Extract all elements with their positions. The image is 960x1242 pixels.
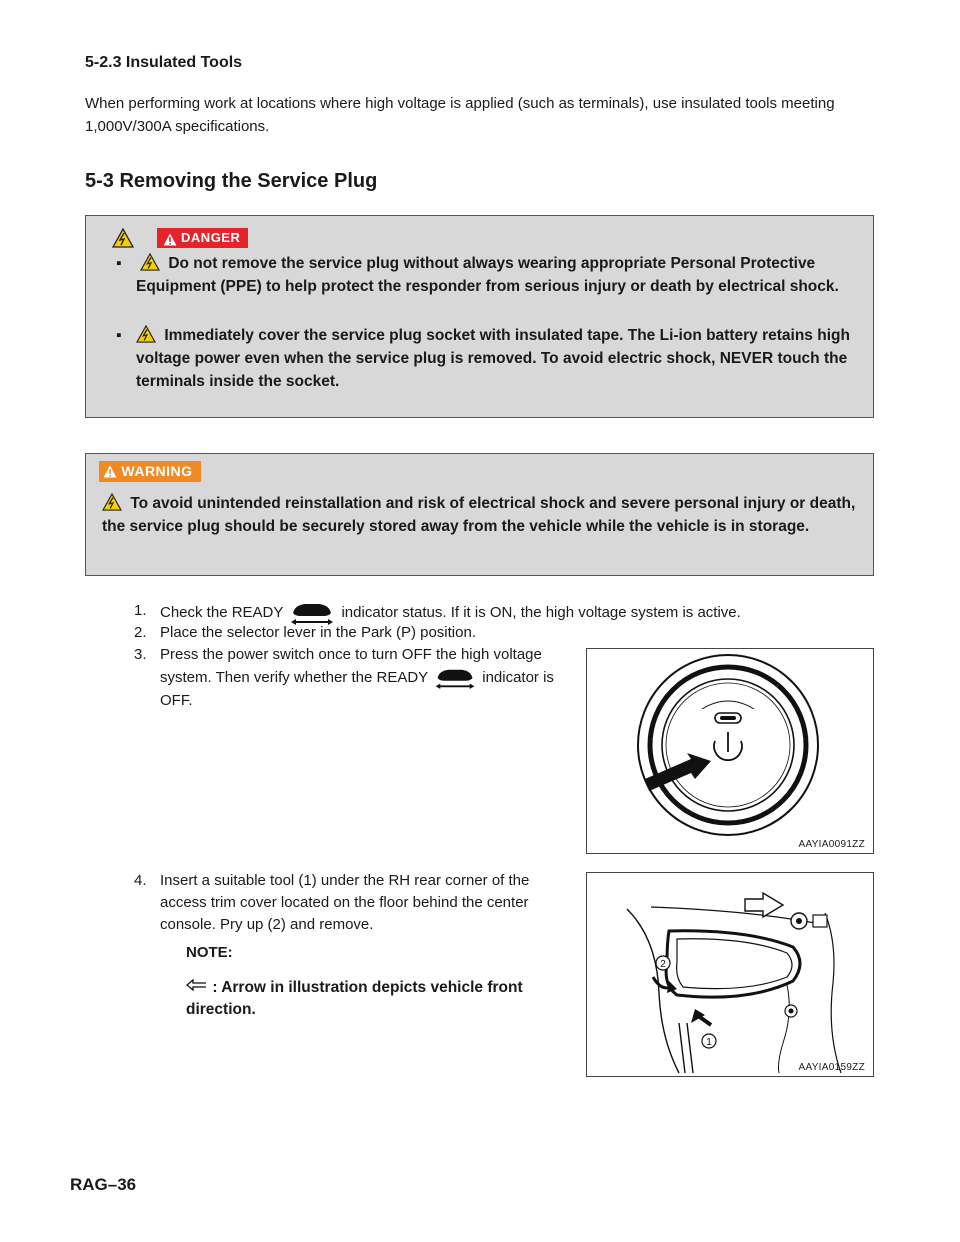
warning-label: WARNING (121, 463, 193, 479)
danger-badge (157, 228, 248, 247)
step-number: 2. (134, 624, 147, 641)
warning-badge (99, 461, 201, 482)
step-text: Press the power switch once to turn OFF the high voltage system. Then verify whether the READY (160, 646, 542, 686)
danger-header (112, 228, 248, 248)
note-text-block (186, 977, 556, 1021)
ready-indicator-icon (432, 666, 478, 690)
power-switch-illustration (587, 649, 873, 853)
page-number: RAG–36 (70, 1175, 137, 1194)
warning-triangle-icon (103, 465, 117, 478)
high-voltage-icon (140, 253, 160, 271)
figure-code: AAYIA0091ZZ (798, 839, 865, 850)
callout-1: 1 (706, 1037, 712, 1048)
bullet: ▪ (116, 255, 122, 272)
high-voltage-icon (136, 325, 156, 343)
subsection-title: 5-2.3 Insulated Tools (85, 54, 243, 71)
high-voltage-icon (112, 228, 134, 248)
step-text: indicator status. If it is ON, the high voltage system is active. (341, 603, 741, 621)
step-number: 1. (134, 602, 147, 619)
bullet: ▪ (116, 327, 122, 344)
danger-box (85, 215, 874, 418)
danger-item (116, 324, 856, 393)
step-text: Insert a suitable tool (1) under the RH rear corner of the access trim cover located on the floor behind the center console. Pry up (2) and remove. (160, 872, 530, 933)
note-text: : Arrow in illustration depicts vehicle front direction. (186, 979, 523, 1018)
step-text: indicator is OFF. (160, 668, 554, 709)
step-2 (134, 622, 874, 644)
figure-power-switch (586, 648, 874, 854)
intro-paragraph: When performing work at locations where high voltage is applied (such as terminals), use insulated tools meeting 1,000V/300A specifications. (85, 95, 835, 135)
step-number: 3. (134, 646, 147, 663)
callout-2: 2 (660, 959, 666, 970)
front-arrow-icon (186, 979, 208, 991)
danger-item (116, 252, 856, 298)
trim-cover-illustration (587, 873, 873, 1076)
note-label: NOTE: (186, 944, 233, 961)
step-4 (134, 870, 574, 936)
high-voltage-icon (102, 493, 122, 511)
danger-label: DANGER (181, 230, 241, 246)
step-text: Check the READY (160, 603, 284, 621)
step-3 (134, 644, 564, 712)
danger-item-text: Immediately cover the service plug socket with insulated tape. The Li-ion battery retains high voltage power even when the service plug is removed. To avoid electric shock, NEVER touch the terminals inside the socket. (136, 327, 850, 390)
warning-text: To avoid unintended reinstallation and risk of electrical shock and severe personal injury or death, the service plug should be securely stored away from the vehicle while the vehicle is in storage. (102, 495, 856, 535)
section-title: 5-3 Removing the Service Plug (85, 170, 378, 192)
step-number: 4. (134, 872, 147, 889)
warning-header (99, 461, 201, 482)
warning-triangle-icon (163, 233, 177, 246)
figure-code: AAYIA0159ZZ (798, 1062, 865, 1073)
warning-box (85, 453, 874, 576)
step-text: Place the selector lever in the Park (P) position. (160, 624, 476, 641)
danger-item-text: Do not remove the service plug without always wearing appropriate Personal Protective Equipment (PPE) to help protect the responder from serious injury or death by electrical shock. (136, 255, 839, 295)
warning-text-block (102, 492, 862, 538)
figure-access-trim-cover (586, 872, 874, 1077)
